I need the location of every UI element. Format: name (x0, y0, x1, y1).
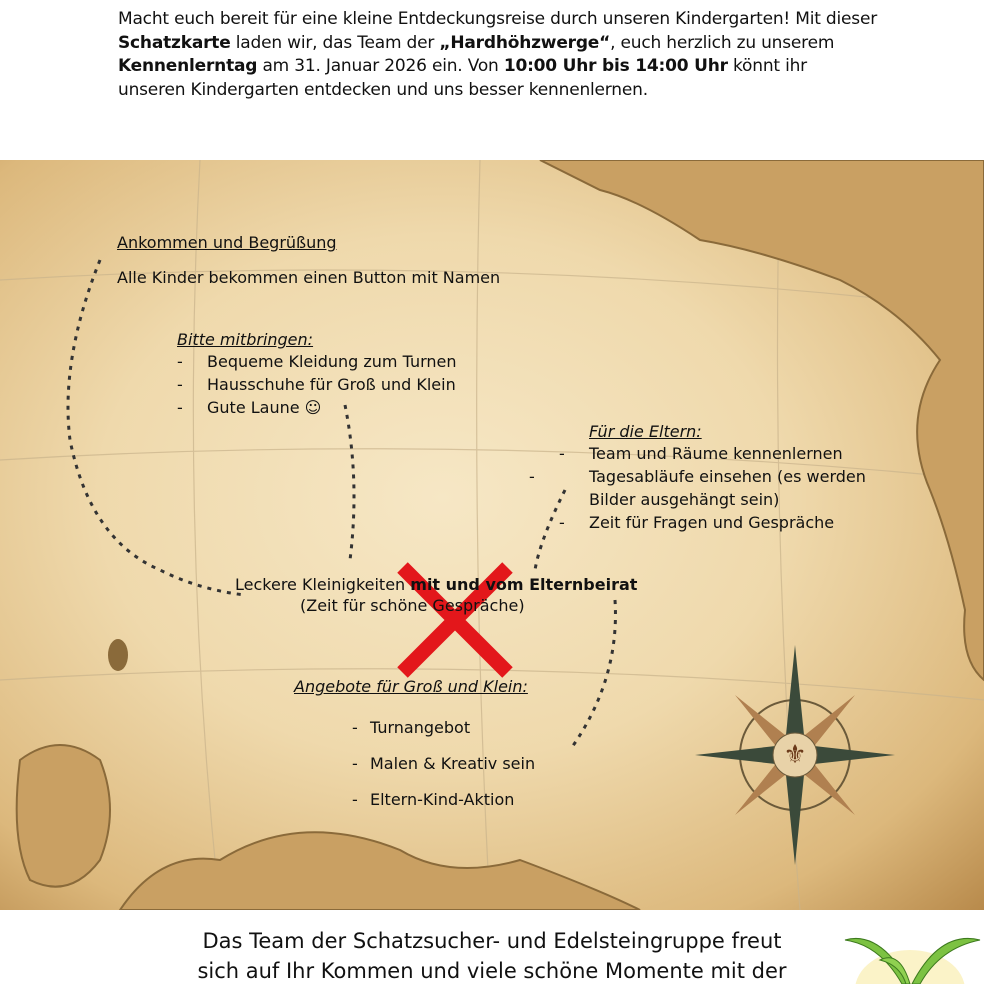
snacks-bold: mit und vom Elternbeirat (410, 575, 638, 594)
list-item: - Bequeme Kleidung zum Turnen (177, 350, 457, 373)
list-item: - Turnangebot (352, 710, 535, 746)
snacks-text (235, 573, 637, 596)
parents-list (559, 442, 879, 534)
list-item: - Malen & Kreativ sein (352, 746, 535, 782)
bring-heading: Bitte mitbringen: (177, 330, 314, 349)
palm-tree-icon (840, 920, 984, 984)
arrival-text: Alle Kinder bekommen einen Button mit Namen (117, 268, 501, 287)
list-item: - Team und Räume kennenlernen (559, 442, 879, 465)
list-item: - Tagesabläufe einsehen (es werden Bilder ausgehängt sein) (559, 465, 879, 511)
list-item: - Eltern-Kind-Aktion (352, 782, 535, 818)
intro-text: könnt ihr unseren Kindergarten entdecken und uns besser kennenlernen. (118, 56, 807, 100)
small-island (108, 639, 128, 671)
closing-text (0, 926, 984, 986)
coastline-bottom (120, 832, 640, 910)
treasure-map (0, 160, 984, 910)
intro-bold: „Hardhöhzwerge“ (439, 32, 611, 53)
intro-bold: Kennenlerntag (118, 56, 258, 76)
list-item: - Zeit für Fragen und Gespräche (559, 511, 879, 534)
intro-text: , euch herzlich zu unserem (610, 32, 835, 53)
bring-list (177, 350, 457, 419)
intro-paragraph (118, 8, 878, 102)
closing-line: sich auf Ihr Kommen und viele schöne Momente mit der (197, 959, 787, 983)
list-item: - Gute Laune ☺ (177, 396, 457, 419)
offers-list (352, 710, 535, 818)
snacks-sub: (Zeit für schöne Gespräche) (300, 596, 525, 615)
offers-heading: Angebote für Groß und Klein: (294, 677, 528, 696)
svg-text:⚜: ⚜ (783, 740, 807, 770)
closing-line: Das Team der Schatzsucher- und Edelsteingruppe freut (202, 929, 782, 953)
intro-text: Macht euch bereit für eine kleine Entdeckungsreise durch unseren Kindergarten! Mit dieser (118, 9, 877, 29)
arrival-heading: Ankommen und Begrüßung (117, 233, 337, 252)
snacks-label: Leckere Kleinigkeiten (235, 575, 411, 594)
list-item: - Hausschuhe für Groß und Klein (177, 373, 457, 396)
compass-rose-icon (695, 645, 895, 865)
intro-text: laden wir, das Team der (230, 32, 440, 53)
parents-heading: Für die Eltern: (589, 422, 702, 441)
intro-text: am 31. Januar 2026 ein. Von (257, 56, 504, 76)
intro-bold: 10:00 Uhr bis 14:00 Uhr (503, 56, 728, 76)
intro-bold: Schatzkarte (118, 32, 231, 53)
island-left (17, 745, 110, 887)
